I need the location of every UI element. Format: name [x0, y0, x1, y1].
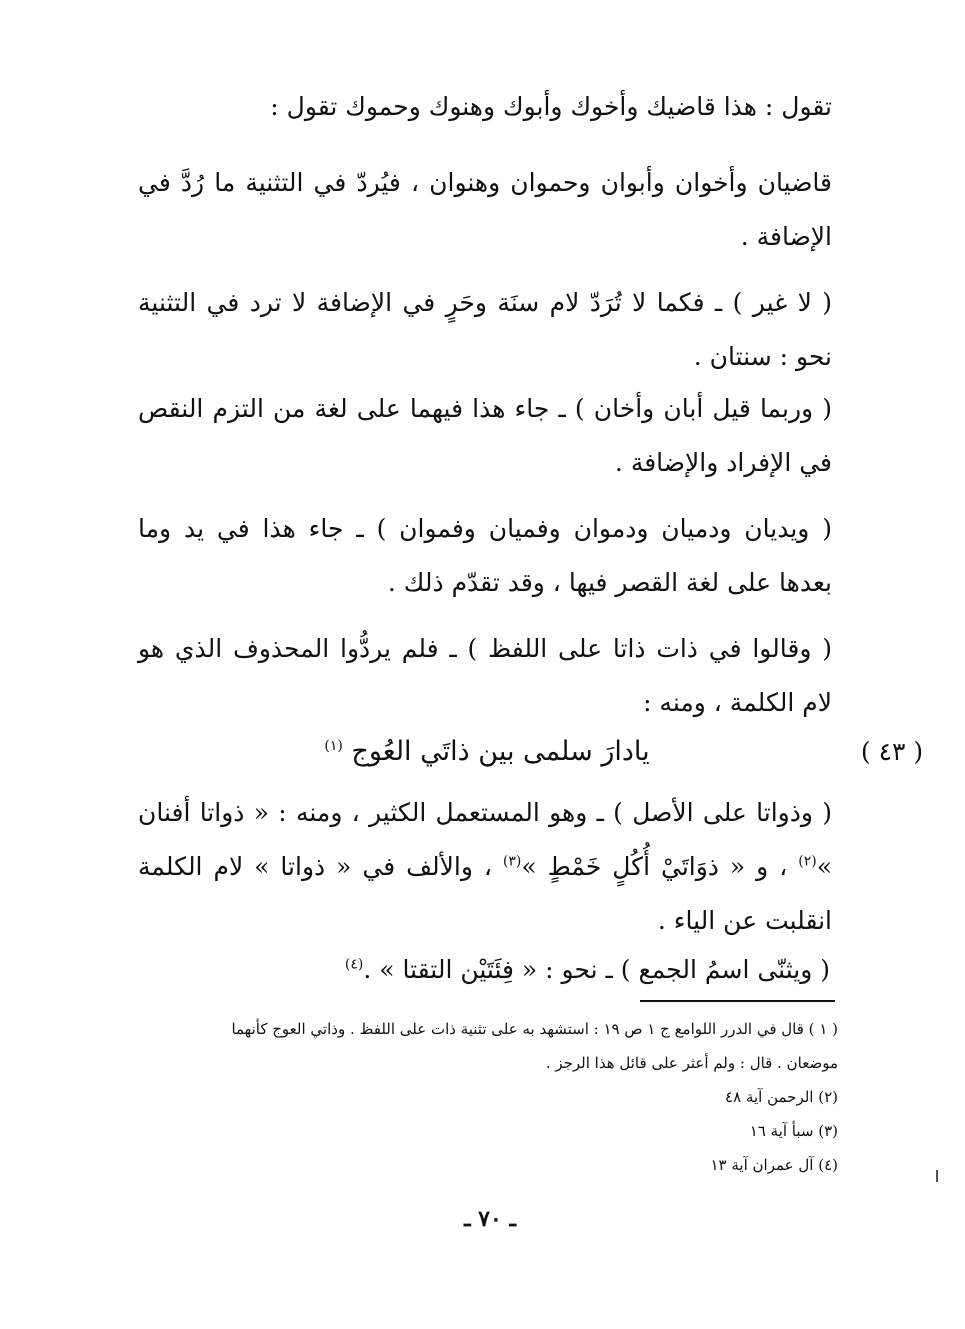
margin-number: ( ٤٣ ): [860, 737, 924, 766]
verse-text: يادارَ سلمى بين ذاتَي العُوج: [351, 736, 650, 767]
footnote-ref-1: (١): [324, 738, 343, 754]
paragraph-4: ( وربما قيل أبان وأخان ) ـ جاء هذا فيهما على لغة من التزم النقص في الإفراد والإضافة .: [138, 394, 832, 477]
paragraph-5: ( ويديان ودميان ودموان وفميان وفموان ) ـ جاء هذا في يد وما بعدها على لغة القصر فيها ، وقد تقدّم ذلك .: [138, 514, 832, 597]
footnotes: [138, 1012, 838, 1182]
paragraph-7: [138, 786, 832, 948]
scan-mark: [936, 1170, 938, 1182]
footnote-2: (٢) الرحمن آية ٤٨: [725, 1088, 838, 1106]
footnote-ref-3: (٣): [502, 853, 522, 870]
page-number: ـ ٧٠ ـ: [464, 1206, 516, 1232]
footnote-1: ( ١ ) قال في الدرر اللوامع ج ١ ص ١٩ : استشهد به على تثنية ذات على اللفظ . وذاتي العوج كأنهما: [231, 1020, 838, 1038]
paragraph-8: [300, 950, 830, 990]
paragraph-7-part-3: ، والألف في « ذواتا » لام الكلمة انقلبت عن الياء .: [138, 852, 832, 935]
verse-line: [140, 732, 834, 772]
footnote-separator: [640, 1000, 835, 1002]
paragraph-8-text: ( ويثنّى اسمُ الجمع ) ـ نحو : « فِئَتَيْن التقتا » .: [363, 955, 830, 984]
footnote-4: (٤) آل عمران آية ١٣: [710, 1156, 838, 1174]
paragraph-7-part-1: ( وذواتا على الأصل ) ـ وهو المستعمل الكثير ، ومنه : « ذواتا أفنان »: [138, 798, 832, 881]
paragraph-7-part-2: ، و « ذوَاتَيْ أُكُلٍ خَمْطٍ »: [521, 852, 799, 881]
paragraph-3: ( لا غير ) ـ فكما لا تُرَدّ لام سنَة وحَرٍ في الإضافة لا ترد في التثنية نحو : سنتان .: [138, 288, 832, 371]
footnote-ref-2: (٢): [798, 853, 817, 870]
paragraph-2: قاضيان وأخوان وأبوان وحموان وهنوان ، فيُردّ في التثنية ما رُدَّ في الإضافة .: [138, 168, 832, 251]
footnote-3: (٣) سبأ آية ١٦: [749, 1122, 838, 1140]
footnote-1-continuation: موضعان . قال : ولم أعثر على قائل هذا الرجز .: [545, 1054, 838, 1072]
footnote-ref-4: (٤): [344, 956, 364, 973]
paragraph-6: ( وقالوا في ذات ذاتا على اللفظ ) ـ فلم يردُّوا المحذوف الذي هو لام الكلمة ، ومنه :: [138, 634, 832, 717]
paragraph-1: تقول : هذا قاضيك وأخوك وأبوك وهنوك وحموك تقول :: [270, 92, 832, 121]
